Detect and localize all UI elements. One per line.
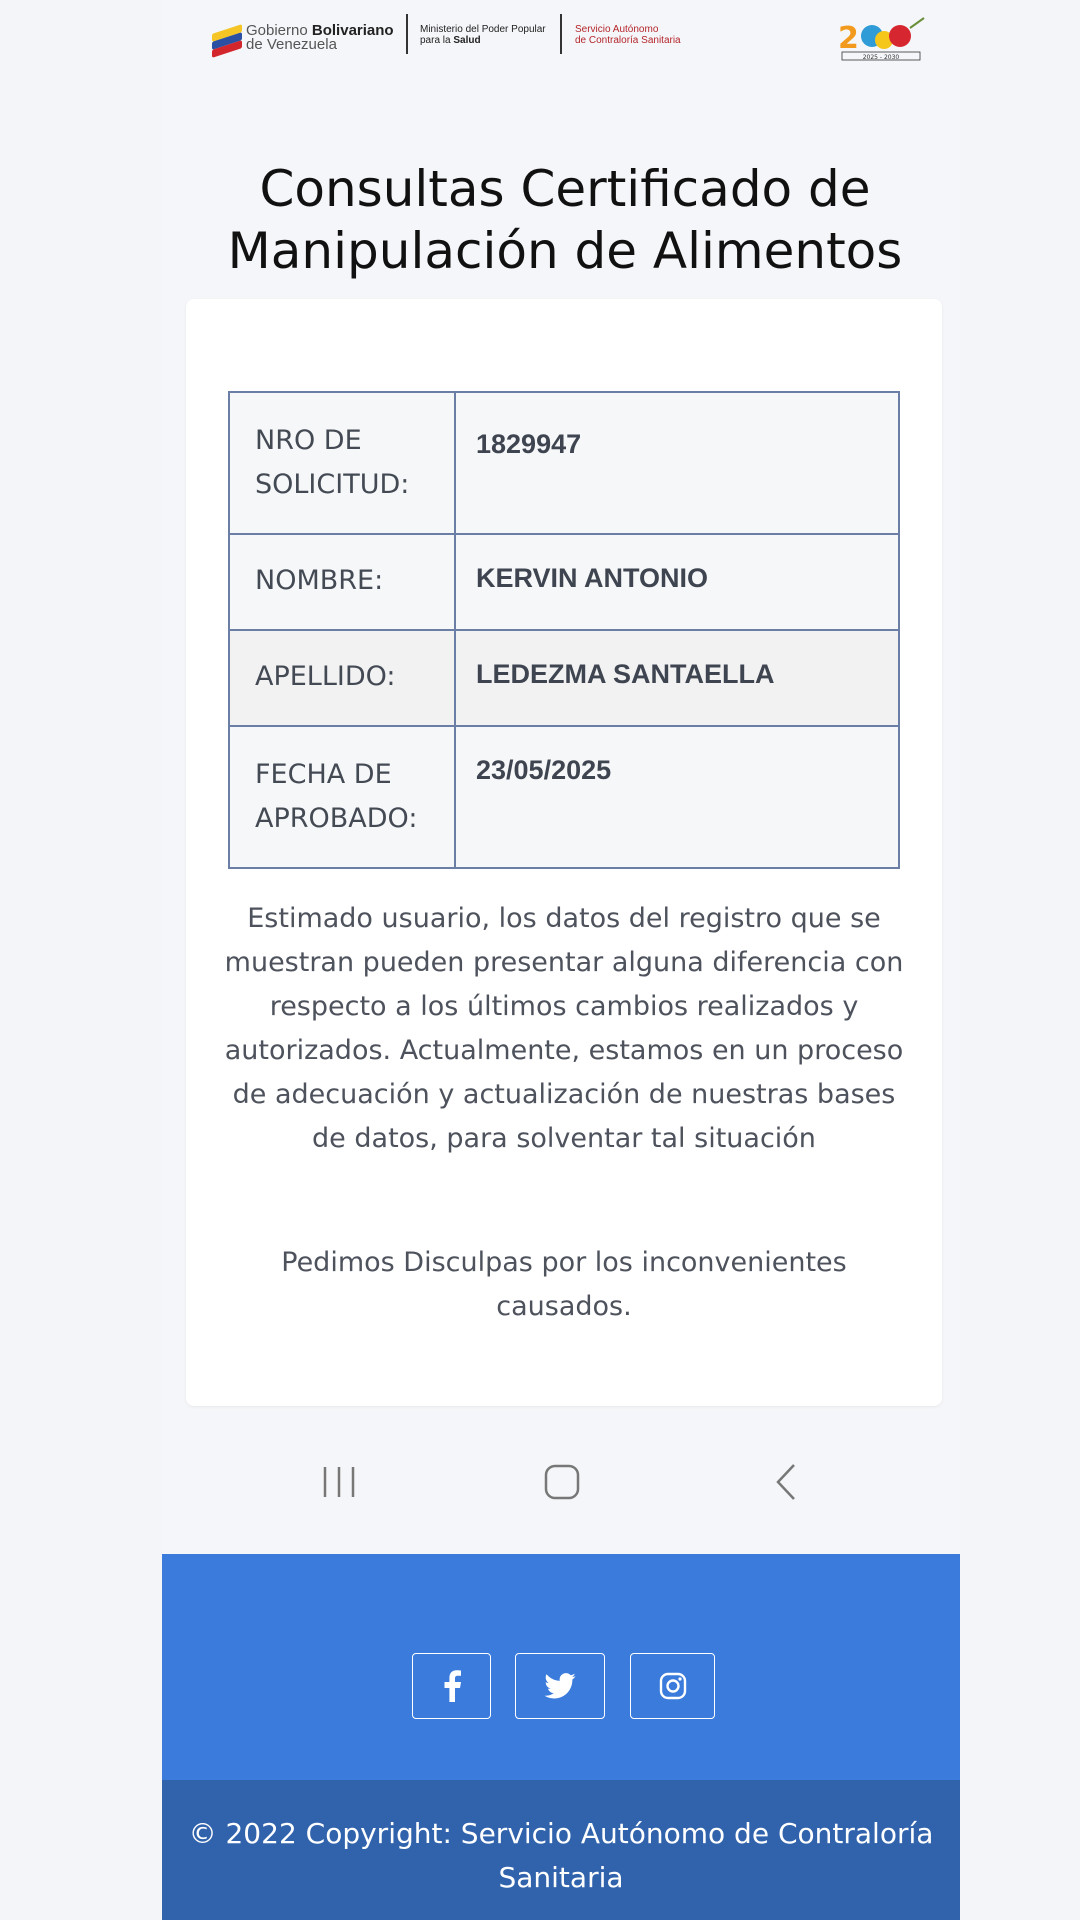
plan-2030-icon <box>834 14 930 62</box>
sacs-line2: de Contraloría Sanitaria <box>575 35 681 46</box>
twitter-button[interactable] <box>515 1653 605 1719</box>
notice-text: Estimado usuario, los datos del registro que se muestran pueden presentar alguna diferencia con respecto a los últimos cambios realizados y autorizados. Actualmente, estamos en un proceso de adecuación y actualización de nuestras bases de datos, para solventar tal situación <box>224 903 904 1154</box>
apology-text: Pedimos Disculpas por los inconvenientes causados. <box>281 1247 847 1322</box>
footer-social <box>162 1554 960 1780</box>
row-value: 23/05/2025 <box>455 726 899 868</box>
recent-apps-button[interactable] <box>309 1458 369 1506</box>
home-button[interactable] <box>532 1458 592 1506</box>
record-table <box>228 391 900 869</box>
row-label: APELLIDO: <box>229 630 455 726</box>
sacs-logo <box>575 24 681 46</box>
recent-apps-icon <box>319 1464 359 1500</box>
plan-2030-logo <box>834 14 930 62</box>
row-label-text: SOLICITUD: <box>255 469 410 500</box>
gov-logo <box>212 18 394 58</box>
twitter-icon <box>544 1673 576 1699</box>
facebook-icon <box>441 1670 463 1702</box>
instagram-icon <box>659 1672 687 1700</box>
gov-logo-text-line2: de Venezuela <box>246 36 337 53</box>
row-label-text: NRO DE <box>255 425 362 456</box>
result-card <box>186 299 942 1406</box>
system-nav-bar <box>162 1418 960 1554</box>
row-label <box>229 392 455 534</box>
gov-logo-text-bold: Bolivariano <box>311 22 394 39</box>
page-title-line1: Consultas Certificado de <box>259 160 871 218</box>
row-label: NOMBRE: <box>229 534 455 630</box>
ministry-line2-prefix: para la <box>420 35 451 46</box>
table-row <box>229 726 899 868</box>
facebook-button[interactable] <box>412 1653 491 1719</box>
row-label <box>229 726 455 868</box>
row-label-text: FECHA DE <box>255 759 392 790</box>
back-icon <box>772 1462 802 1502</box>
row-value: 1829947 <box>455 392 899 534</box>
row-value: LEDEZMA SANTAELLA <box>455 630 899 726</box>
copyright-text: © 2022 Copyright: Servicio Autónomo de Contraloría Sanitaria <box>188 1817 934 1894</box>
page-title-line2: Manipulación de Alimentos <box>227 222 903 280</box>
ministry-logo <box>420 24 546 46</box>
table-row <box>229 534 899 630</box>
header-banner <box>208 10 928 70</box>
row-label-text: APROBADO: <box>255 803 418 834</box>
sacs-line1: Servicio Autónomo <box>575 24 659 35</box>
table-row <box>229 392 899 534</box>
svg-text:2: 2 <box>838 21 859 56</box>
footer-copyright <box>162 1780 960 1920</box>
table-row <box>229 630 899 726</box>
venezuela-flag-icon <box>212 23 242 53</box>
instagram-button[interactable] <box>630 1653 715 1719</box>
header-divider <box>560 14 562 54</box>
header-divider <box>406 14 408 54</box>
page-title <box>162 158 968 282</box>
ministry-line1: Ministerio del Poder Popular <box>420 24 546 35</box>
svg-text:2025 - 2030: 2025 - 2030 <box>862 54 900 61</box>
back-button[interactable] <box>757 1458 817 1506</box>
ministry-line2-bold: Salud <box>453 35 481 46</box>
gov-logo-text: Gobierno <box>246 22 308 39</box>
home-icon <box>542 1462 582 1502</box>
row-value: KERVIN ANTONIO <box>455 534 899 630</box>
